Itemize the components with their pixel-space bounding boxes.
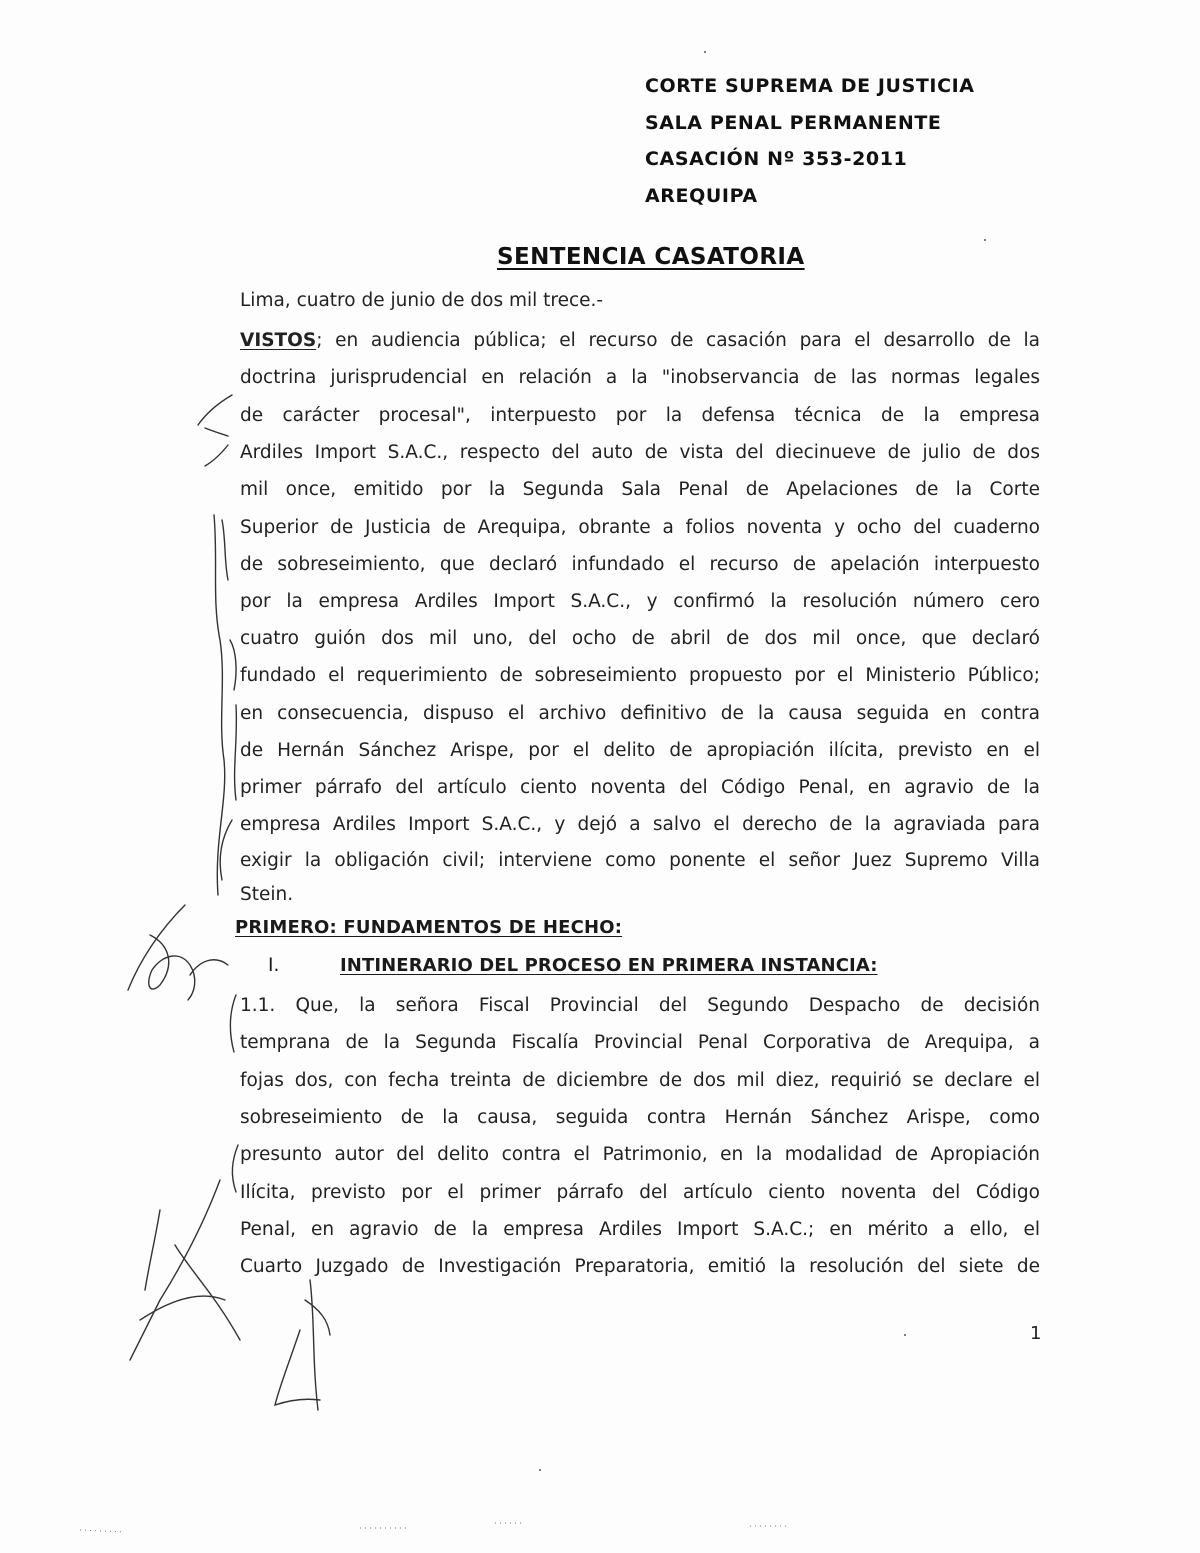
signature xyxy=(190,960,228,975)
subsection-heading: INTINERARIO DEL PROCESO EN PRIMERA INSTANCIA: xyxy=(340,955,878,976)
date-line: Lima, cuatro de junio de dos mil trece.- xyxy=(240,290,604,311)
chamber-name: SALA PENAL PERMANENTE xyxy=(645,111,942,134)
margin-bracket xyxy=(222,520,228,580)
case-number: CASACIÓN Nº 353-2011 xyxy=(645,148,908,170)
paragraph-line: presunto autor del delito contra el Patrimonio, en la modalidad de Apropiación xyxy=(240,1144,1040,1165)
vistos-line xyxy=(240,329,1040,353)
paragraph-line: Ilícita, previsto por el primer párrafo del artículo ciento noventa del Código xyxy=(240,1182,1040,1203)
subsection-number: I. xyxy=(268,955,280,976)
paragraph-line: temprana de la Segunda Fiscalía Provincial Penal Corporativa de Arequipa, a xyxy=(240,1032,1040,1053)
margin-mark xyxy=(205,428,228,436)
signature xyxy=(149,935,195,1000)
margin-bracket xyxy=(230,995,236,1052)
vistos-line: empresa Ardiles Import S.A.C., y dejó a salvo el derecho de la agraviada para xyxy=(240,814,1040,835)
vistos-line-text: ; en audiencia pública; el recurso de casación para el desarrollo de la xyxy=(316,330,1040,351)
document-header xyxy=(645,68,1165,214)
vistos-line: primer párrafo del artículo ciento noventa del Código Penal, en agravio de la xyxy=(240,777,1040,798)
signature xyxy=(145,1210,160,1290)
margin-bracket xyxy=(220,820,232,880)
document-title: SENTENCIA CASATORIA xyxy=(497,244,805,270)
margin-mark xyxy=(205,445,228,466)
margin-mark xyxy=(198,395,232,425)
margin-bracket xyxy=(235,705,237,800)
paragraph-line: fojas dos, con fecha treinta de diciembre de dos mil diez, requirió se declare el xyxy=(240,1070,1040,1091)
page-number: 1 xyxy=(1030,1323,1042,1344)
vistos-label: VISTOS xyxy=(240,330,317,351)
vistos-line: de carácter procesal", interpuesto por la defensa técnica de la empresa xyxy=(240,405,1040,426)
signature xyxy=(128,905,185,990)
vistos-line: Superior de Justicia de Arequipa, obrante a folios noventa y ocho del cuaderno xyxy=(240,517,1040,538)
vistos-line: mil once, emitido por la Segunda Sala Penal de Apelaciones de la Corte xyxy=(240,479,1040,500)
court-name: CORTE SUPREMA DE JUSTICIA xyxy=(645,75,975,97)
signature xyxy=(275,1330,320,1405)
signature xyxy=(130,1180,220,1360)
vistos-line: Stein. xyxy=(240,884,294,905)
signature xyxy=(305,1300,330,1335)
signature xyxy=(175,1245,240,1340)
vistos-line: de sobreseimiento, que declaró infundado el recurso de apelación interpuesto xyxy=(240,554,1040,575)
vistos-line: fundado el requerimiento de sobreseimiento propuesto por el Ministerio Público; xyxy=(240,665,1040,686)
vistos-line: por la empresa Ardiles Import S.A.C., y confirmó la resolución número cero xyxy=(240,591,1040,612)
margin-bracket xyxy=(230,640,236,690)
vistos-line: cuatro guión dos mil uno, del ocho de abril de dos mil once, que declaró xyxy=(240,628,1040,649)
margin-bracket xyxy=(232,1145,238,1192)
vistos-line: Ardiles Import S.A.C., respecto del auto de vista del diecinueve de julio de dos xyxy=(240,442,1040,463)
vistos-line: en consecuencia, dispuso el archivo definitivo de la causa seguida en contra xyxy=(240,703,1040,724)
margin-bracket xyxy=(214,515,225,895)
vistos-line: exigir la obligación civil; interviene como ponente el señor Juez Supremo Villa xyxy=(240,850,1040,871)
paragraph-line: 1.1. Que, la señora Fiscal Provincial del Segundo Despacho de decisión xyxy=(240,995,1040,1016)
signature xyxy=(140,1296,225,1320)
paragraph-line: sobreseimiento de la causa, seguida contra Hernán Sánchez Arispe, como xyxy=(240,1107,1040,1128)
signature xyxy=(310,1280,318,1410)
vistos-line: de Hernán Sánchez Arispe, por el delito de apropiación ilícita, previsto en el xyxy=(240,740,1040,761)
section-heading: PRIMERO: FUNDAMENTOS DE HECHO: xyxy=(235,917,623,938)
city-name: AREQUIPA xyxy=(645,184,758,207)
paragraph-line: Penal, en agravio de la empresa Ardiles Import S.A.C.; en mérito a ello, el xyxy=(240,1219,1040,1240)
vistos-line: doctrina jurisprudencial en relación a la "inobservancia de las normas legales xyxy=(240,367,1040,388)
paragraph-line: Cuarto Juzgado de Investigación Preparatoria, emitió la resolución del siete de xyxy=(240,1256,1040,1277)
